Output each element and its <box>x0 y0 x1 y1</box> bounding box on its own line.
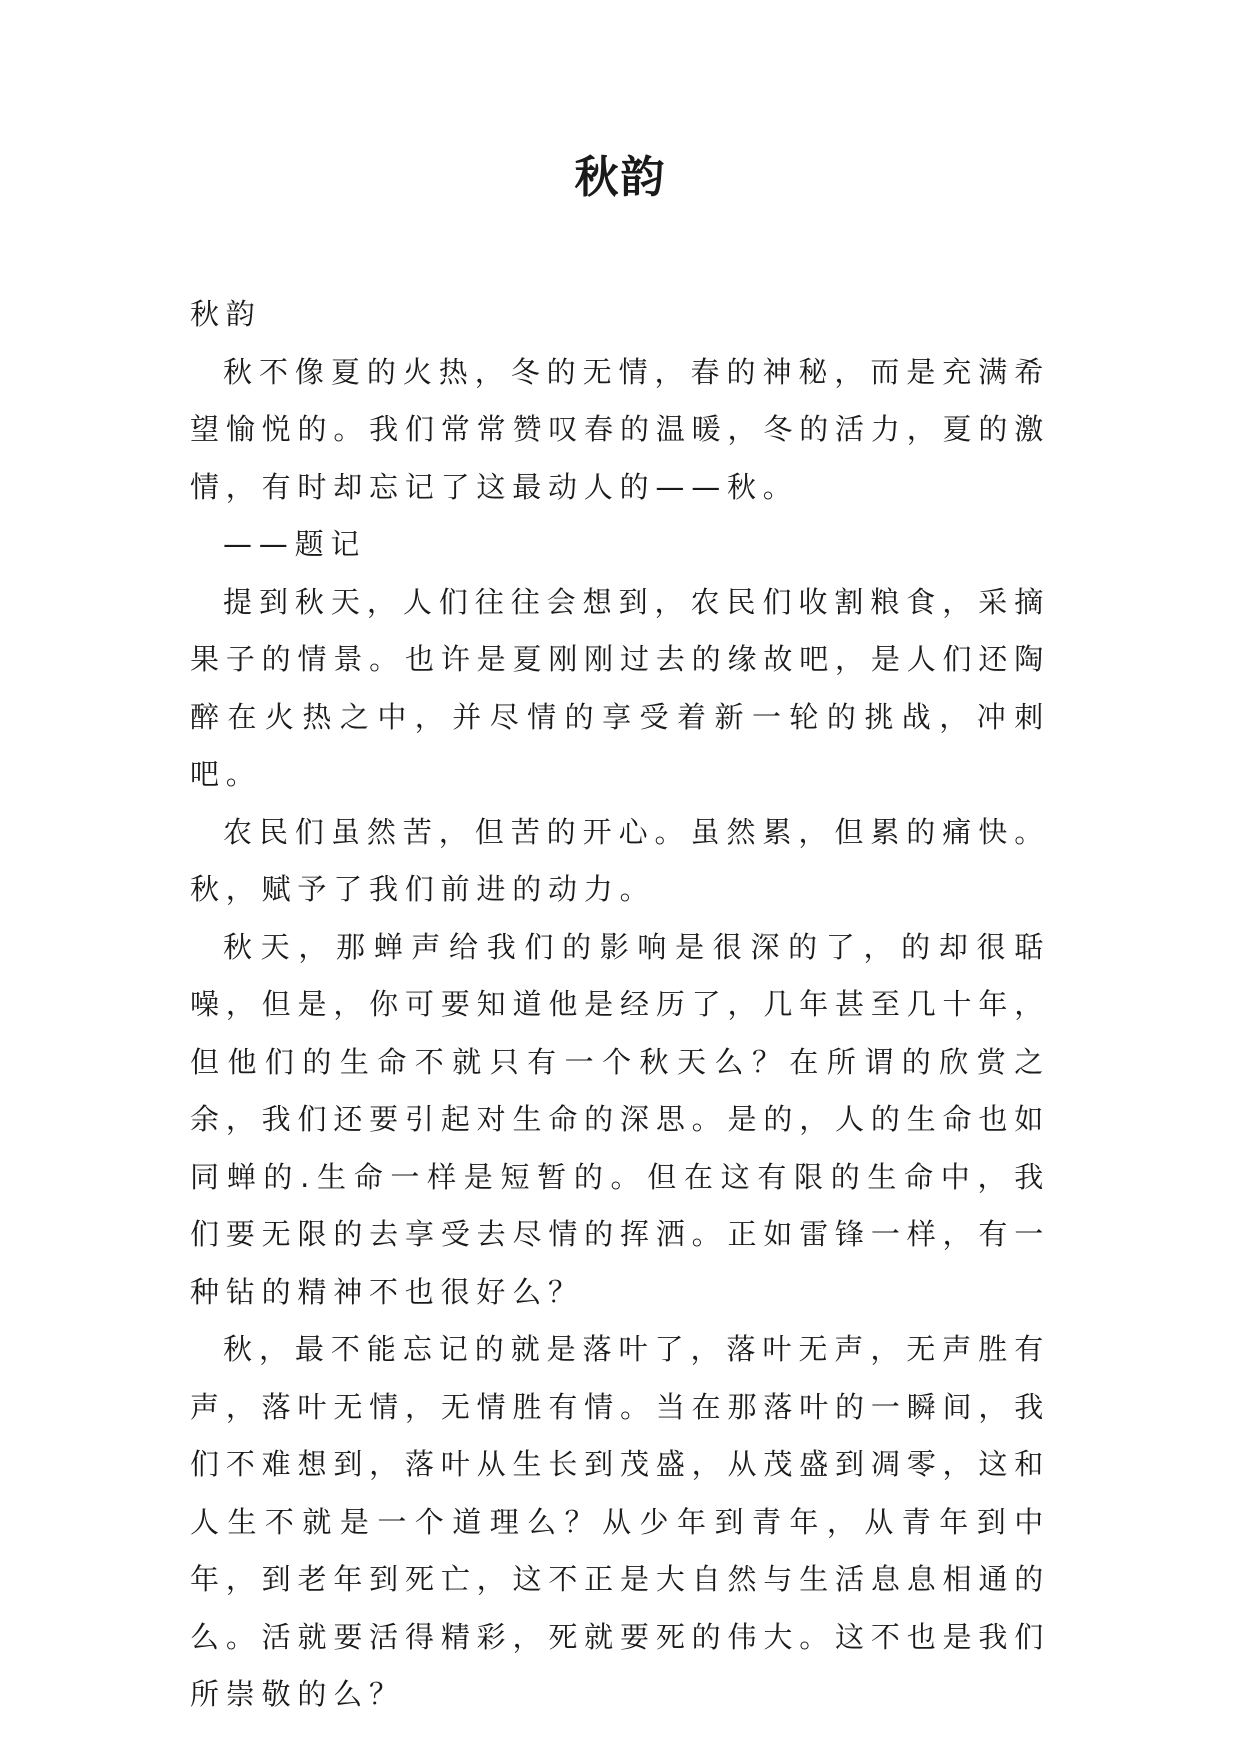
document-title: 秋韵 <box>574 152 667 203</box>
paragraph: 秋不像夏的火热，冬的无情，春的神秘，而是充满希望愉悦的。我们常常赞叹春的温暖，冬的活力，夏的激情，有时却忘记了这最动人的——秋。 <box>190 354 1050 504</box>
paragraph: 秋天，那蝉声给我们的影响是很深的了，的却很聒噪，但是，你可要知道他是经历了，几年甚至几十年，但他们的生命不就只有一个秋天么？在所谓的欣赏之余，我们还要引起对生命的深思。是的，人的生命也如同蝉的.生命一样是短暂的。但在这有限的生命中，我们要无限的去享受去尽情的挥洒。正如雷锋一样，有一种钻的精神不也很好么？ <box>190 929 1050 1309</box>
paragraph: 提到秋天，人们往往会想到，农民们收割粮食，采摘果子的情景。也许是夏刚刚过去的缘故吧，是人们还陶醉在火热之中，并尽情的享受着新一轮的挑战，冲刺吧。 <box>190 584 1050 791</box>
document-body <box>190 286 1050 1724</box>
paragraph: 农民们虽然苦，但苦的开心。虽然累，但累的痛快。秋，赋予了我们前进的动力。 <box>190 814 1050 906</box>
paragraph: ——题记 <box>223 527 367 561</box>
paragraph: 秋韵 <box>190 297 262 331</box>
paragraph: 秋，最不能忘记的就是落叶了，落叶无声，无声胜有声，落叶无情，无情胜有情。当在那落叶的一瞬间，我们不难想到，落叶从生长到茂盛，从茂盛到凋零，这和人生不就是一个道理么？从少年到青年，从青年到中年，到老年到死亡，这不正是大自然与生活息息相通的么。活就要活得精彩，死就要死的伟大。这不也是我们所崇敬的么？ <box>190 1332 1050 1711</box>
